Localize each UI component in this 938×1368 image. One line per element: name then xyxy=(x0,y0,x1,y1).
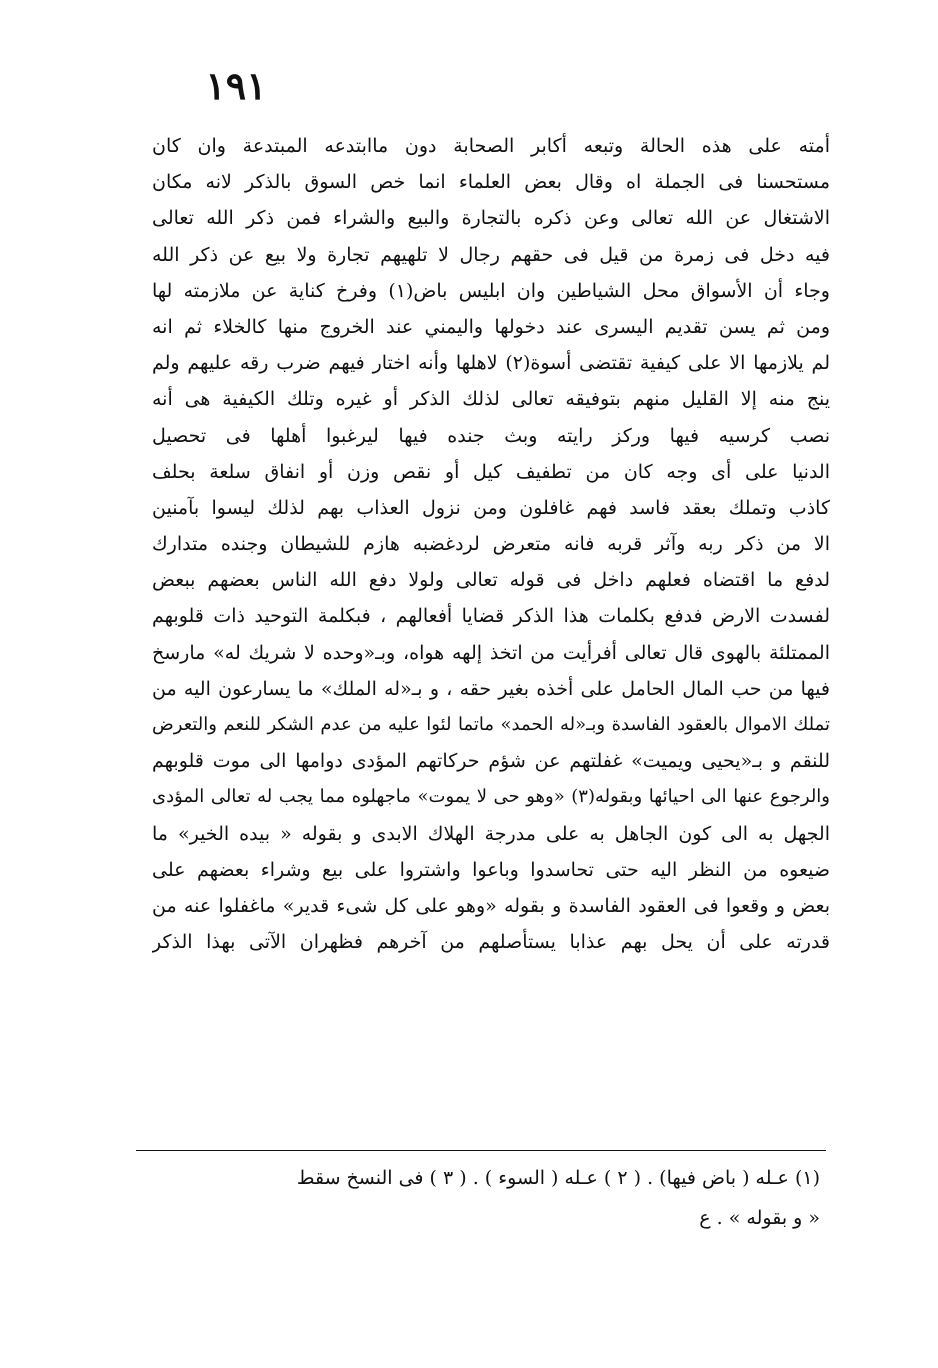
text-line: الدنيا على أى وجه كان من تطفيف كيل أو نقص وزن أو انفاق سلعة بحلف xyxy=(152,460,830,483)
text-line: للنقم و بـ«يحيى ويميت» غفلتهم عن شؤم حركاتهم المؤدى دوامها الى موت قلوبهم xyxy=(152,750,830,773)
footnotes xyxy=(152,1158,820,1238)
text-line: والرجوع عنها الى احيائها وبقوله(٣) «وهو حى لا يموت» ماجهلوه مما يجب له تعالى المؤدى xyxy=(152,786,830,808)
text-line: مستحسنا فى الجملة اه وقال بعض العلماء انما خص السوق بالذكر لانه مكان xyxy=(152,171,830,194)
text-line: بعض و وقعوا فى العقود الفاسدة و بقوله «وهو على كل شىء قدير» ماغفلوا عنه من xyxy=(152,894,830,917)
text-line: الجهل به الى كون الجاهل به على مدرجة الهلاك الابدى و بقوله « بيده الخير» ما xyxy=(152,822,830,845)
text-line: ضيعوه من النظر اليه حتى تحاسدوا وباعوا واشتروا على بيع وشراء بعضهم على xyxy=(152,858,830,881)
body-text xyxy=(152,128,830,960)
text-line: فيها من حب المال الحامل على أخذه بغير حقه ، و بـ«له الملك» ما يسارعون اليه من xyxy=(152,677,830,700)
text-line: قدرته على أن يحل بهم عذابا يستأصلهم من آخرهم فظهران الآتى بهذا الذكر xyxy=(152,931,830,954)
footnote-line: (١) عـله ( باض فيها) . ( ٢ ) عـله ( السوء ) . ( ٣ ) فى النسخ سقط xyxy=(296,1167,820,1189)
text-line: ينج منه إلا القليل منهم بتوفيقه تعالى لذلك الذكر أو غيره وتلك الكيفية هى أنه xyxy=(152,388,830,411)
text-line: كاذب وتملك بعقد فاسد فهم غافلون ومن نزول العذاب بهم لذلك ليسوا بآمنين xyxy=(152,496,830,519)
text-line: الممتلئة بالهوى قال تعالى أفرأيت من اتخذ إلهه هواه، وبـ«وحده لا شريك له» مارسخ xyxy=(152,641,830,664)
text-line: فيه دخل فى زمرة من قيل فى حقهم رجال لا تلهيهم تجارة ولا بيع عن ذكر الله xyxy=(152,243,830,266)
text-line: لم يلازمها الا على كيفية تقتضى أسوة(٢) لاهلها وأنه اختار فيهم ضرب رقه عليهم ولم xyxy=(152,352,830,375)
text-line: لدفع ما اقتضاه فعلهم داخل فى قوله تعالى ولولا دفع الله الناس بعضهم ببعض xyxy=(152,569,830,592)
text-line: أمته على هذه الحالة وتبعه أكابر الصحابة دون ماابتدعه المبتدعة وان كان xyxy=(152,135,830,157)
page-number: ١٩١ xyxy=(205,63,267,108)
text-line: الاشتغال عن الله تعالى وعن ذكره بالتجارة والبيع والشراء فمن ذكر الله تعالى xyxy=(152,207,830,230)
text-line: ومن ثم يسن تقديم اليسرى عند دخولها واليمني عند الخروج منها كالخلاء ثم انه xyxy=(152,315,830,338)
text-line: تملك الاموال بالعقود الفاسدة وبـ«له الحمد» ماتما لئوا عليه من عدم الشكر للنعم والتعرض xyxy=(152,714,830,735)
text-line: نصب كرسيه فيها وركز رايته وبث جنده فيها ليرغبوا أهلها فى تحصيل xyxy=(152,424,830,447)
text-line: وجاء أن الأسواق محل الشياطين وان ابليس باض(١) وفرخ كناية عن ملازمته لها xyxy=(152,279,830,302)
text-line: الا من ذكر ربه وآثر قربه فانه متعرض لردغضبه هازم للشيطان وجنده متدارك xyxy=(152,533,830,556)
text-line: لفسدت الارض فدفع بكلمات هذا الذكر قضايا أفعالهم ، فبكلمة التوحيد ذات قلوبهم xyxy=(152,605,830,628)
footnote-divider xyxy=(136,1150,826,1151)
footnote-line: « و بقوله » . ع xyxy=(699,1207,820,1229)
